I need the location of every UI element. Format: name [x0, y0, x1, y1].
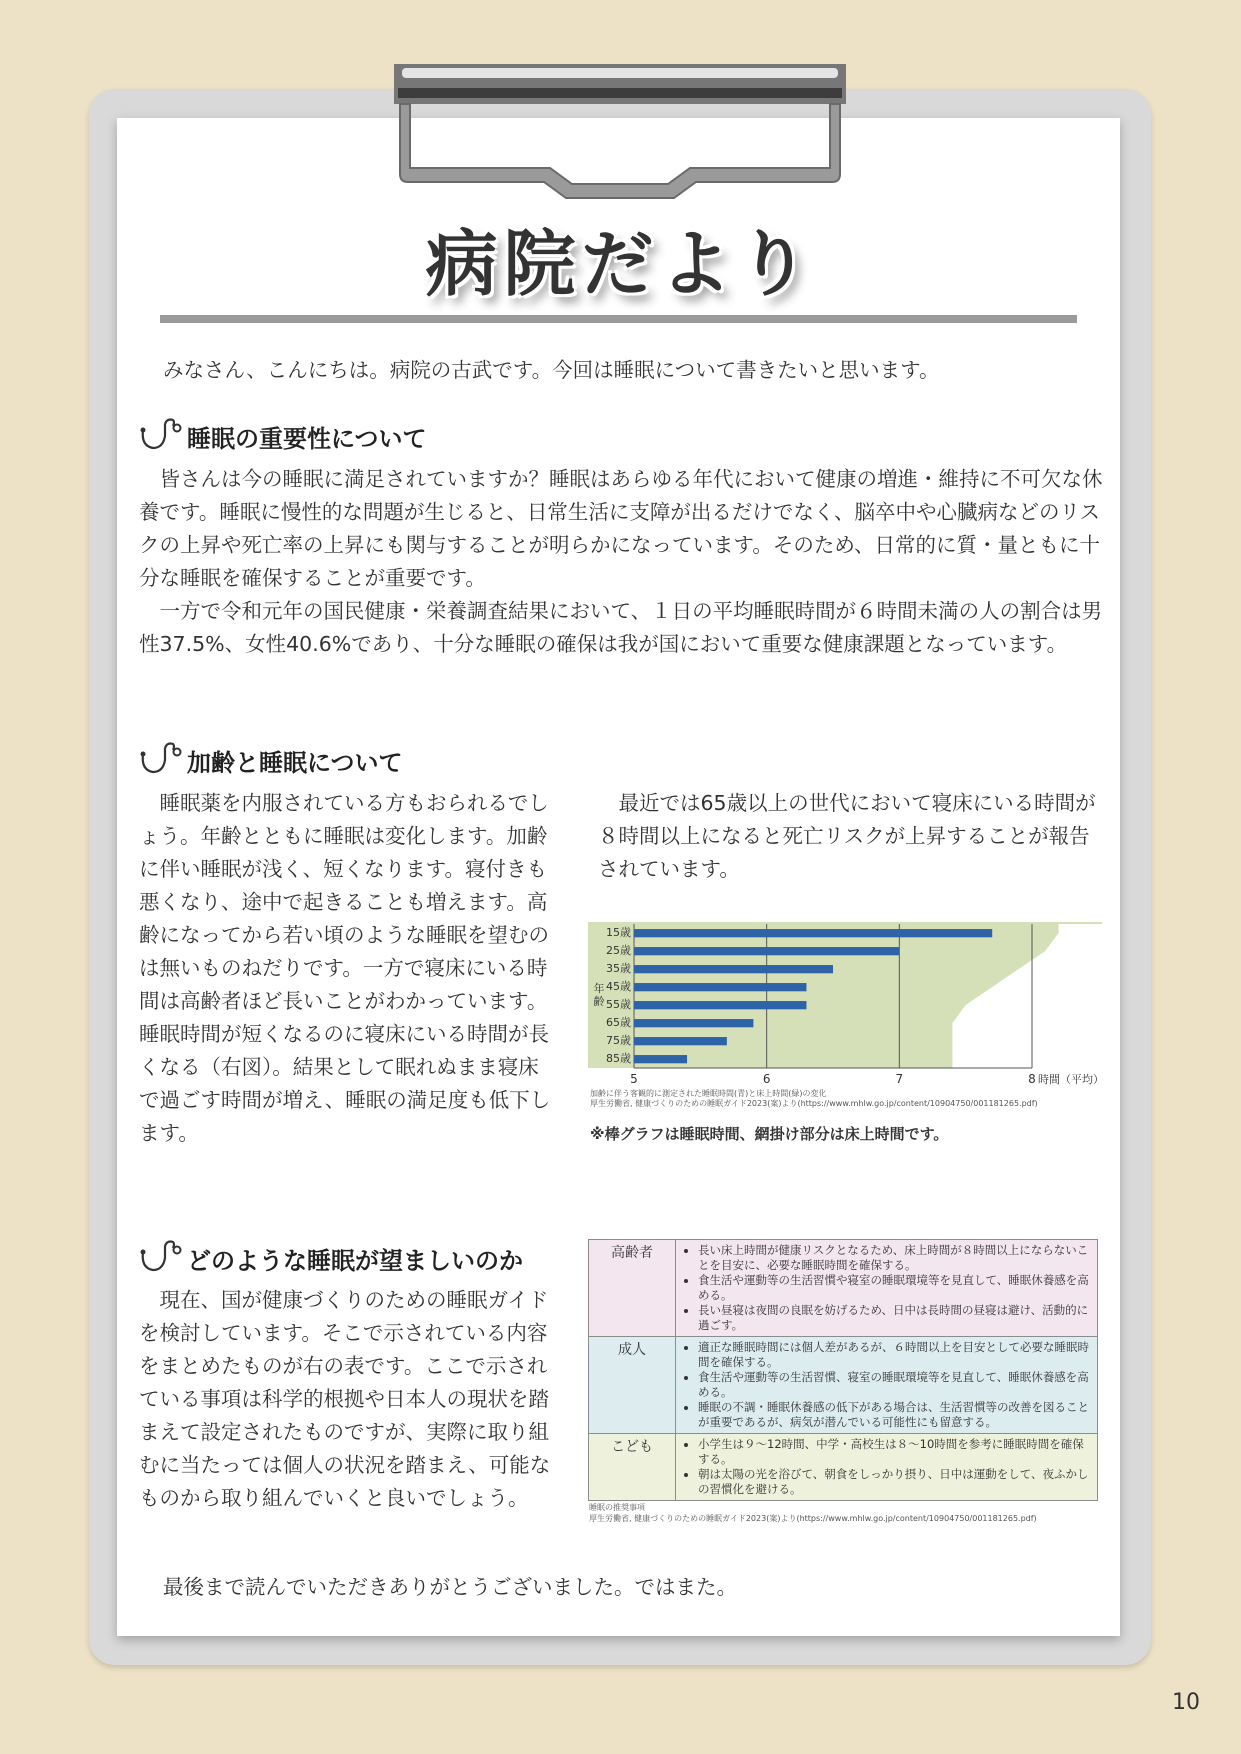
- section-heading-label: どのような睡眠が望ましいのか: [187, 1246, 523, 1275]
- table-category-cell: こども: [589, 1434, 676, 1501]
- section-heading-desirable-sleep: [137, 1238, 523, 1278]
- closing-text: 最後まで読んでいただきありがとうございました。ではまた。: [163, 1575, 737, 1599]
- table-category-cell: 高齢者: [589, 1240, 676, 1337]
- chart-caption-line-1: 加齢に伴う客観的に測定された睡眠時間(青)と床上時間(緑)の変化: [590, 1089, 827, 1098]
- x-tick-label: 7: [895, 1072, 904, 1086]
- section-heading-aging: [137, 740, 403, 780]
- y-axis-label: 年: [593, 982, 605, 995]
- sleep-bar: [634, 1019, 753, 1027]
- y-tick-label: 85歳: [606, 1051, 631, 1065]
- y-axis-label: 齢: [593, 995, 605, 1008]
- recommendation-item: • 適正な睡眠時間には個人差があるが、６時間以上を目安として必要な睡眠時間を確保する。: [698, 1340, 1091, 1370]
- y-tick-label: 15歳: [606, 925, 631, 939]
- section-heading-label: 加齢と睡眠について: [187, 748, 403, 777]
- sleep-bar: [634, 1055, 687, 1063]
- table-category-cell: 成人: [589, 1337, 676, 1434]
- y-tick-label: 45歳: [606, 979, 631, 993]
- table-caption: [589, 1502, 1109, 1524]
- table-row: [589, 1240, 1098, 1337]
- chart-note: ※棒グラフは睡眠時間、網掛け部分は床上時間です。: [590, 1125, 949, 1143]
- x-tick-label: 8: [1028, 1072, 1036, 1086]
- x-axis-label: 時間（平均）: [1038, 1073, 1102, 1086]
- table-items-cell: [676, 1434, 1098, 1501]
- recommendation-item: • 食生活や運動等の生活習慣や寝室の睡眠環境等を見直して、睡眠休養感を高める。: [698, 1273, 1091, 1303]
- stethoscope-icon: [137, 1238, 183, 1278]
- recommendation-item: • 食生活や運動等の生活習慣、寝室の睡眠環境等を見直して、睡眠休養感を高める。: [698, 1370, 1091, 1400]
- section3-paragraph: 現在、国が健康づくりのための睡眠ガイドを検討しています。そこで示されている内容をまとめたものが右の表です。ここで示されている事項は科学的根拠や日本人の現状を踏まえて設定されたものですが、実際に取り組むに当たっては個人の状況を踏まえ、可能なものから取り組んでいくと良いでしょう。: [139, 1288, 551, 1510]
- sleep-bar: [634, 1037, 727, 1045]
- stethoscope-icon: [137, 740, 183, 780]
- page-number: 10: [1172, 1690, 1200, 1715]
- section2-left-text: [139, 787, 553, 1150]
- recommendation-list: [682, 1243, 1091, 1333]
- sleep-bar: [634, 929, 992, 937]
- x-tick-label: 5: [630, 1072, 638, 1086]
- sleep-bar: [634, 1001, 806, 1009]
- table-caption-line-1: 睡眠の推奨事項: [589, 1503, 645, 1512]
- section2-left-paragraph: 睡眠薬を内服されている方もおられるでしょう。年齢とともに睡眠は変化します。加齢に伴い睡眠が浅く、短くなります。寝付きも悪くなり、途中で起きることも増えます。高齢になってから若い頃のような睡眠を望むのは無いものねだりです。一方で寝床にいる時間は高齢者ほど長いことがわかっています。睡眠時間が短くなるのに寝床にいる時間が長くなる（右図）。結果として眠れぬまま寝床で過ごす時間が増え、睡眠の満足度も低下します。: [139, 791, 551, 1145]
- table-row: [589, 1337, 1098, 1434]
- section1-body: [139, 463, 1105, 661]
- stethoscope-icon: [137, 416, 183, 456]
- x-tick-label: 6: [762, 1072, 771, 1086]
- sleep-chart-svg: [588, 922, 1102, 1088]
- table-caption-line-2: 厚生労働省, 健康づくりのための睡眠ガイド2023(案)より(https://www.mhlw.go.jp/content/10904750/001181265.pdf): [589, 1514, 1037, 1523]
- sleep-bar: [634, 965, 833, 973]
- clipboard-clip: [394, 64, 846, 206]
- y-tick-label: 35歳: [606, 961, 631, 975]
- intro-text: みなさん、こんにちは。病院の古武です。今回は睡眠について書きたいと思います。: [163, 358, 940, 382]
- y-tick-label: 75歳: [606, 1033, 631, 1047]
- title-divider: [160, 315, 1077, 323]
- table-row: [589, 1434, 1098, 1501]
- table-items-cell: [676, 1337, 1098, 1434]
- recommendation-item: • 小学生は９～12時間、中学・高校生は８～10時間を参考に睡眠時間を確保する。: [698, 1437, 1091, 1467]
- y-tick-label: 55歳: [606, 997, 631, 1011]
- section-heading-label: 睡眠の重要性について: [187, 424, 427, 453]
- y-tick-label: 25歳: [606, 943, 631, 957]
- sleep-recommendation-table: [588, 1239, 1098, 1501]
- recommendation-item: • 長い昼寝は夜間の良眠を妨げるため、日中は長時間の昼寝は避け、活動的に過ごす。: [698, 1303, 1091, 1333]
- sleep-bar: [634, 983, 806, 991]
- table-items-cell: [676, 1240, 1098, 1337]
- recommendation-item: • 朝は太陽の光を浴びて、朝食をしっかり摂り、日中は運動をして、夜ふかしの習慣化を避ける。: [698, 1467, 1091, 1497]
- recommendation-item: • 長い床上時間が健康リスクとなるため、床上時間が８時間以上にならないことを目安に、必要な睡眠時間を確保する。: [698, 1243, 1091, 1273]
- section3-text: [139, 1284, 553, 1515]
- recommendation-list: [682, 1437, 1091, 1497]
- chart-caption: [590, 1089, 1110, 1109]
- recommendation-list: [682, 1340, 1091, 1430]
- chart-caption-line-2: 厚生労働省, 健康づくりのための睡眠ガイド2023(案)より(https://www.mhlw.go.jp/content/10904750/001181265.pdf): [590, 1099, 1038, 1108]
- section-heading-importance: [137, 416, 427, 456]
- section2-right-text: [598, 787, 1106, 886]
- section2-right-paragraph: 最近では65歳以上の世代において寝床にいる時間が８時間以上になると死亡リスクが上昇することが報告されています。: [598, 791, 1096, 881]
- section1-paragraph-2: 一方で令和元年の国民健康・栄養調査結果において、１日の平均睡眠時間が６時間未満の人の割合は男性37.5%、女性40.6%であり、十分な睡眠の確保は我が国において重要な健康課題となっています。: [139, 599, 1103, 656]
- section1-paragraph-1: 皆さんは今の睡眠に満足されていますか？睡眠はあらゆる年代において健康の増進・維持に不可欠な休養です。睡眠に慢性的な問題が生じると、日常生活に支障が出るだけでなく、脳卒中や心臓病などのリスクの上昇や死亡率の上昇にも関与することが明らかになっています。そのため、日常的に質・量ともに十分な睡眠を確保することが重要です。: [139, 467, 1103, 590]
- recommendation-item: • 睡眠の不調・睡眠休養感の低下がある場合は、生活習慣等の改善を図ることが重要であるが、病気が潜んでいる可能性にも留意する。: [698, 1400, 1091, 1430]
- sleep-bar: [634, 947, 899, 955]
- page-title: 病院だより: [425, 222, 816, 306]
- y-tick-label: 65歳: [606, 1015, 631, 1029]
